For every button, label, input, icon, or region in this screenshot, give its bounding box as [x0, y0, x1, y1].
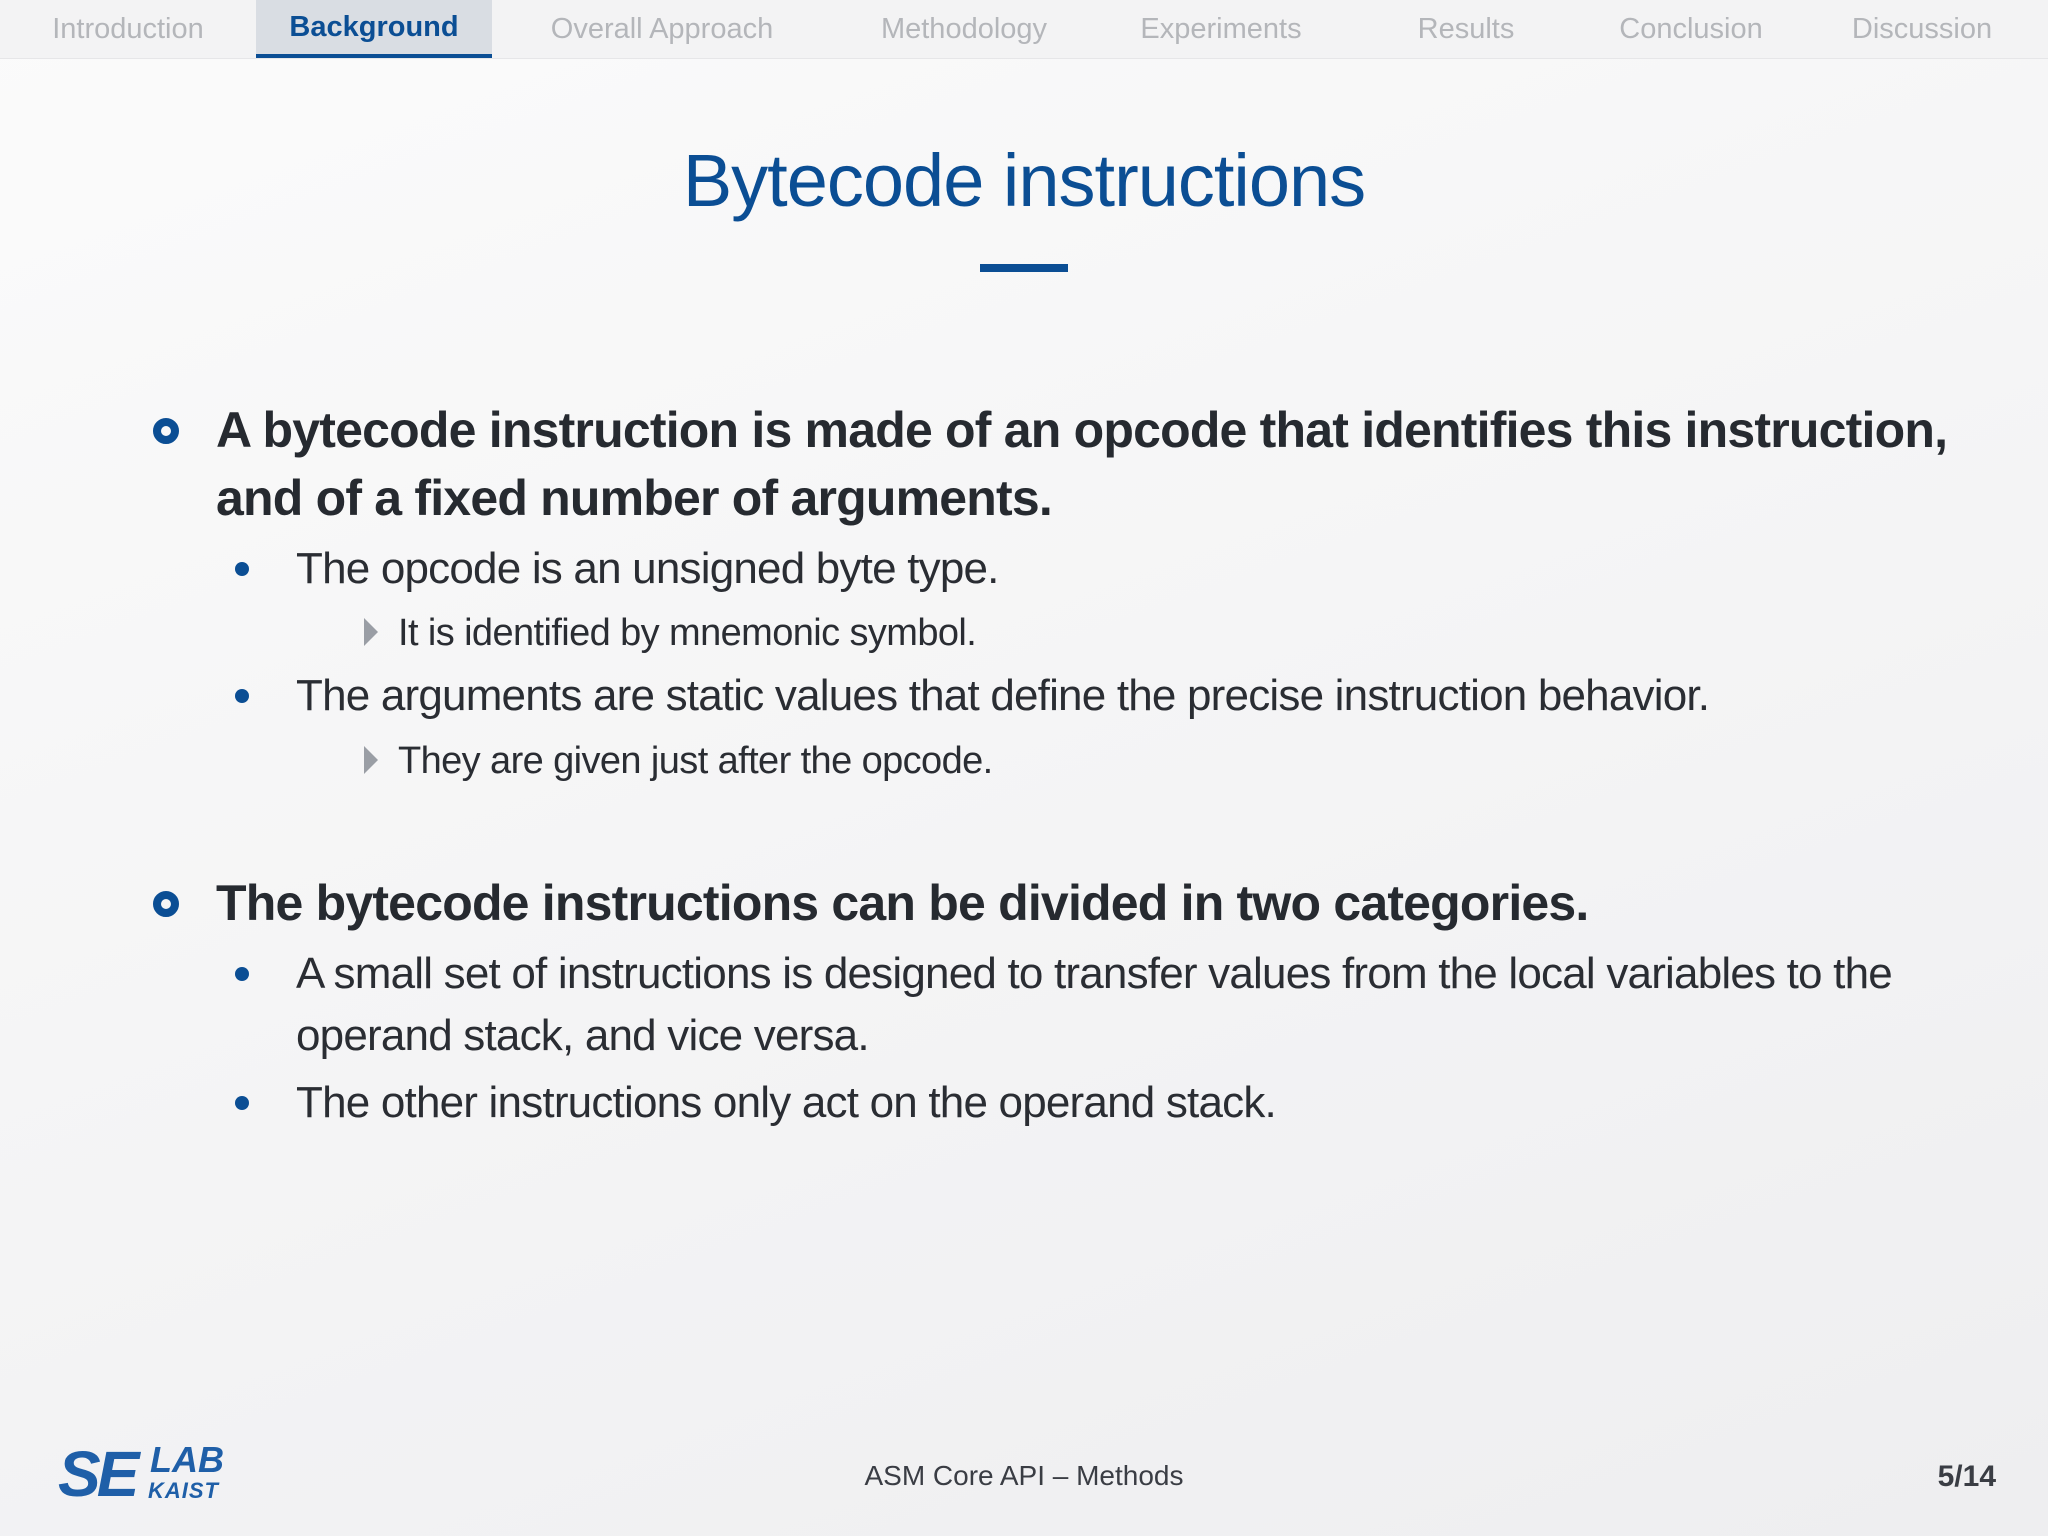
bullet-level2: The other instructions only act on the operand stack.: [296, 1078, 1276, 1127]
slide-title: Bytecode instructions: [682, 139, 1366, 222]
tab-introduction[interactable]: Introduction: [52, 12, 204, 45]
bullet-circle-icon: [153, 891, 179, 917]
bullet-level1: A bytecode instruction is made of an opcode that identifies this instruction, and of a fixed number of arguments.: [216, 402, 1948, 526]
tab-overall-approach[interactable]: Overall Approach: [550, 12, 774, 45]
bullet-level1: The bytecode instructions can be divided in two categories.: [216, 875, 1589, 931]
footer-title: ASM Core API – Methods: [864, 1460, 1184, 1491]
bullet-dot-icon: [235, 1096, 249, 1110]
bullet-dot-icon: [235, 689, 249, 703]
svg-text:LAB: LAB: [150, 1440, 224, 1480]
tab-results[interactable]: Results: [1417, 12, 1515, 45]
bullet-circle-icon: [153, 418, 179, 444]
triangle-right-icon: [364, 618, 378, 646]
tab-background[interactable]: Background: [256, 0, 492, 58]
page-number: 5/14: [1937, 1460, 1996, 1493]
svg-text:KAIST: KAIST: [148, 1478, 219, 1502]
bullet-level3: They are given just after the opcode.: [398, 740, 993, 782]
bullet-dot-icon: [235, 562, 249, 576]
bullet-dot-icon: [235, 967, 249, 981]
tab-methodology[interactable]: Methodology: [880, 12, 1048, 45]
bullet-level2: The arguments are static values that define the precise instruction behavior.: [296, 671, 1710, 720]
svg-text:SE: SE: [58, 1440, 136, 1502]
section-nav: [0, 0, 2048, 59]
tab-discussion[interactable]: Discussion: [1851, 12, 1993, 45]
tab-experiments[interactable]: Experiments: [1140, 12, 1302, 45]
bullet-level3: It is identified by mnemonic symbol.: [398, 612, 977, 654]
tab-conclusion[interactable]: Conclusion: [1619, 12, 1763, 45]
title-underline: [980, 264, 1068, 272]
bullet-level2: The opcode is an unsigned byte type.: [296, 544, 999, 593]
bullet-level2: A small set of instructions is designed to transfer values from the local variables to the operand stack, and vice versa.: [296, 949, 1892, 1060]
triangle-right-icon: [364, 746, 378, 774]
